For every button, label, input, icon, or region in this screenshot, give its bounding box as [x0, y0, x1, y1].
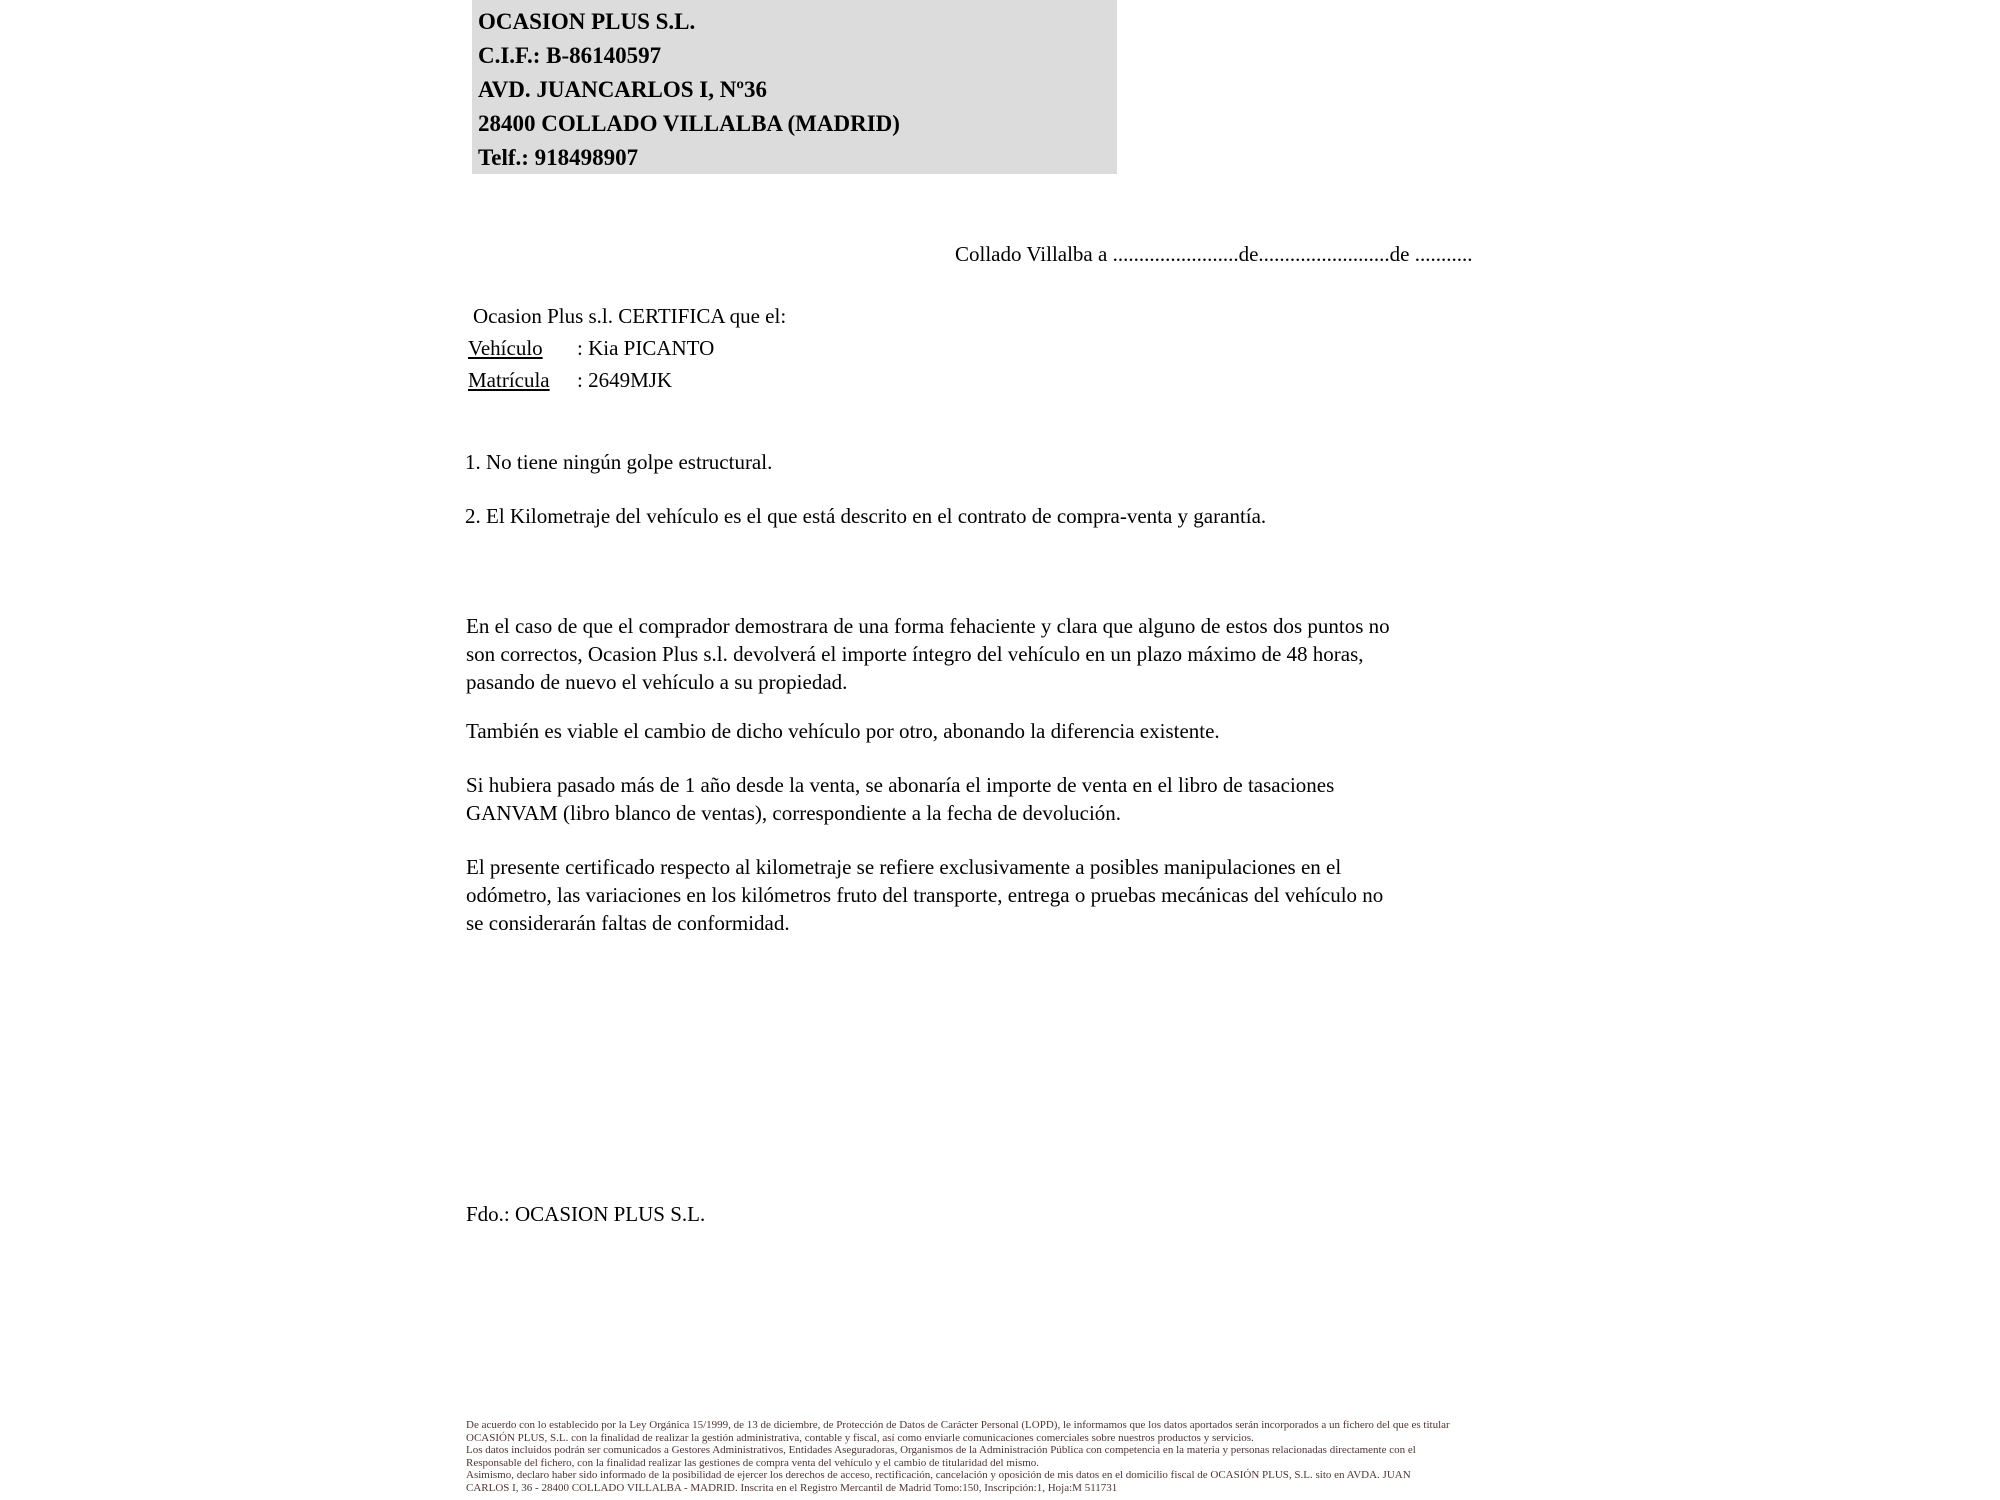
- company-cif: C.I.F.: B-86140597: [478, 43, 662, 68]
- legal-line: De acuerdo con lo establecido por la Ley Orgánica 15/1999, de 13 de diciembre, de Protección de Datos de Carácter Personal (LOPD), le informamos que los datos aportados serán incorporados a un fichero del que es titular: [466, 1419, 1450, 1431]
- paragraph-exchange: [466, 717, 1220, 745]
- legal-line: Responsable del fichero, con la finalidad realizar las gestiones de compra venta del vehículo y el cambio de titularidad del mismo.: [466, 1456, 1040, 1469]
- company-phone: Telf.: 918498907: [478, 145, 639, 170]
- legal-line: Asimismo, declaro haber sido informado de la posibilidad de ejercer los derechos de acceso, rectificación, cancelación y oposición de mis datos en el domicilio fiscal de OCASIÓN PLUS, S.L. sito en AVDA. JUAN: [466, 1469, 1411, 1482]
- paragraph-ganvam: [466, 771, 1334, 827]
- company-name: OCASION PLUS S.L.: [478, 9, 696, 34]
- text-line: Si hubiera pasado más de 1 año desde la venta, se abonaría el importe de venta en el libro de tasaciones: [466, 773, 1335, 797]
- certify-intro: Ocasion Plus s.l. CERTIFICA que el:: [473, 304, 787, 328]
- date-line: Collado Villalba a ........................de.........................de ...........: [955, 242, 1473, 266]
- clause-structural-damage: 1. No tiene ningún golpe estructural.: [465, 450, 773, 474]
- signature-line: Fdo.: OCASION PLUS S.L.: [466, 1202, 706, 1226]
- vehicle-label: Vehículo: [468, 336, 543, 360]
- text-line: son correctos, Ocasion Plus s.l. devolverá el importe íntegro del vehículo en un plazo máximo de 48 horas,: [466, 642, 1364, 666]
- vehicle-row: [468, 332, 786, 364]
- text-line: odómetro, las variaciones en los kilómetros fruto del transporte, entrega o pruebas mecánicas del vehículo no: [466, 883, 1384, 907]
- clause-mileage: 2. El Kilometraje del vehículo es el que está descrito en el contrato de compra-venta y garantía.: [465, 504, 1267, 528]
- text-line: En el caso de que el comprador demostrara de una forma fehaciente y clara que alguno de estos dos puntos no: [466, 614, 1390, 638]
- company-address: AVD. JUANCARLOS I, Nº36: [478, 77, 767, 102]
- legal-line: OCASIÓN PLUS, S.L. con la finalidad de realizar la gestión administrativa, contable y fiscal, así como enviarle comunicaciones comerciales sobre nuestros productos y servicios.: [466, 1431, 1254, 1444]
- plate-value: : 2649MJK: [577, 368, 673, 392]
- text-line: se considerarán faltas de conformidad.: [466, 911, 790, 935]
- plate-row: [468, 364, 786, 396]
- legal-line: Los datos incluidos podrán ser comunicados a Gestores Administrativos, Entidades Aseguradoras, Organismos de la Administración Pública con competencia en la materia y personas relacionadas directamente con el: [466, 1444, 1416, 1457]
- company-header-box: [472, 0, 1117, 174]
- paragraph-refund: [466, 612, 1390, 696]
- company-city: 28400 COLLADO VILLALBA (MADRID): [478, 111, 900, 136]
- text-line: pasando de nuevo el vehículo a su propiedad.: [466, 670, 848, 694]
- legal-fine-print: [466, 1419, 1450, 1495]
- text-line: GANVAM (libro blanco de ventas), correspondiente a la fecha de devolución.: [466, 801, 1122, 825]
- paragraph-odometer: [466, 853, 1383, 937]
- text-line: También es viable el cambio de dicho vehículo por otro, abonando la diferencia existente.: [466, 719, 1220, 743]
- vehicle-value: : Kia PICANTO: [577, 336, 715, 360]
- plate-label: Matrícula: [468, 368, 550, 392]
- text-line: El presente certificado respecto al kilometraje se refiere exclusivamente a posibles manipulaciones en el: [466, 855, 1342, 879]
- legal-line: CARLOS I, 36 - 28400 COLLADO VILLALBA - MADRID. Inscrita en el Registro Mercantil de Madrid Tomo:150, Inscripción:1, Hoja:M 511731: [466, 1481, 1118, 1494]
- certification-block: [468, 300, 786, 396]
